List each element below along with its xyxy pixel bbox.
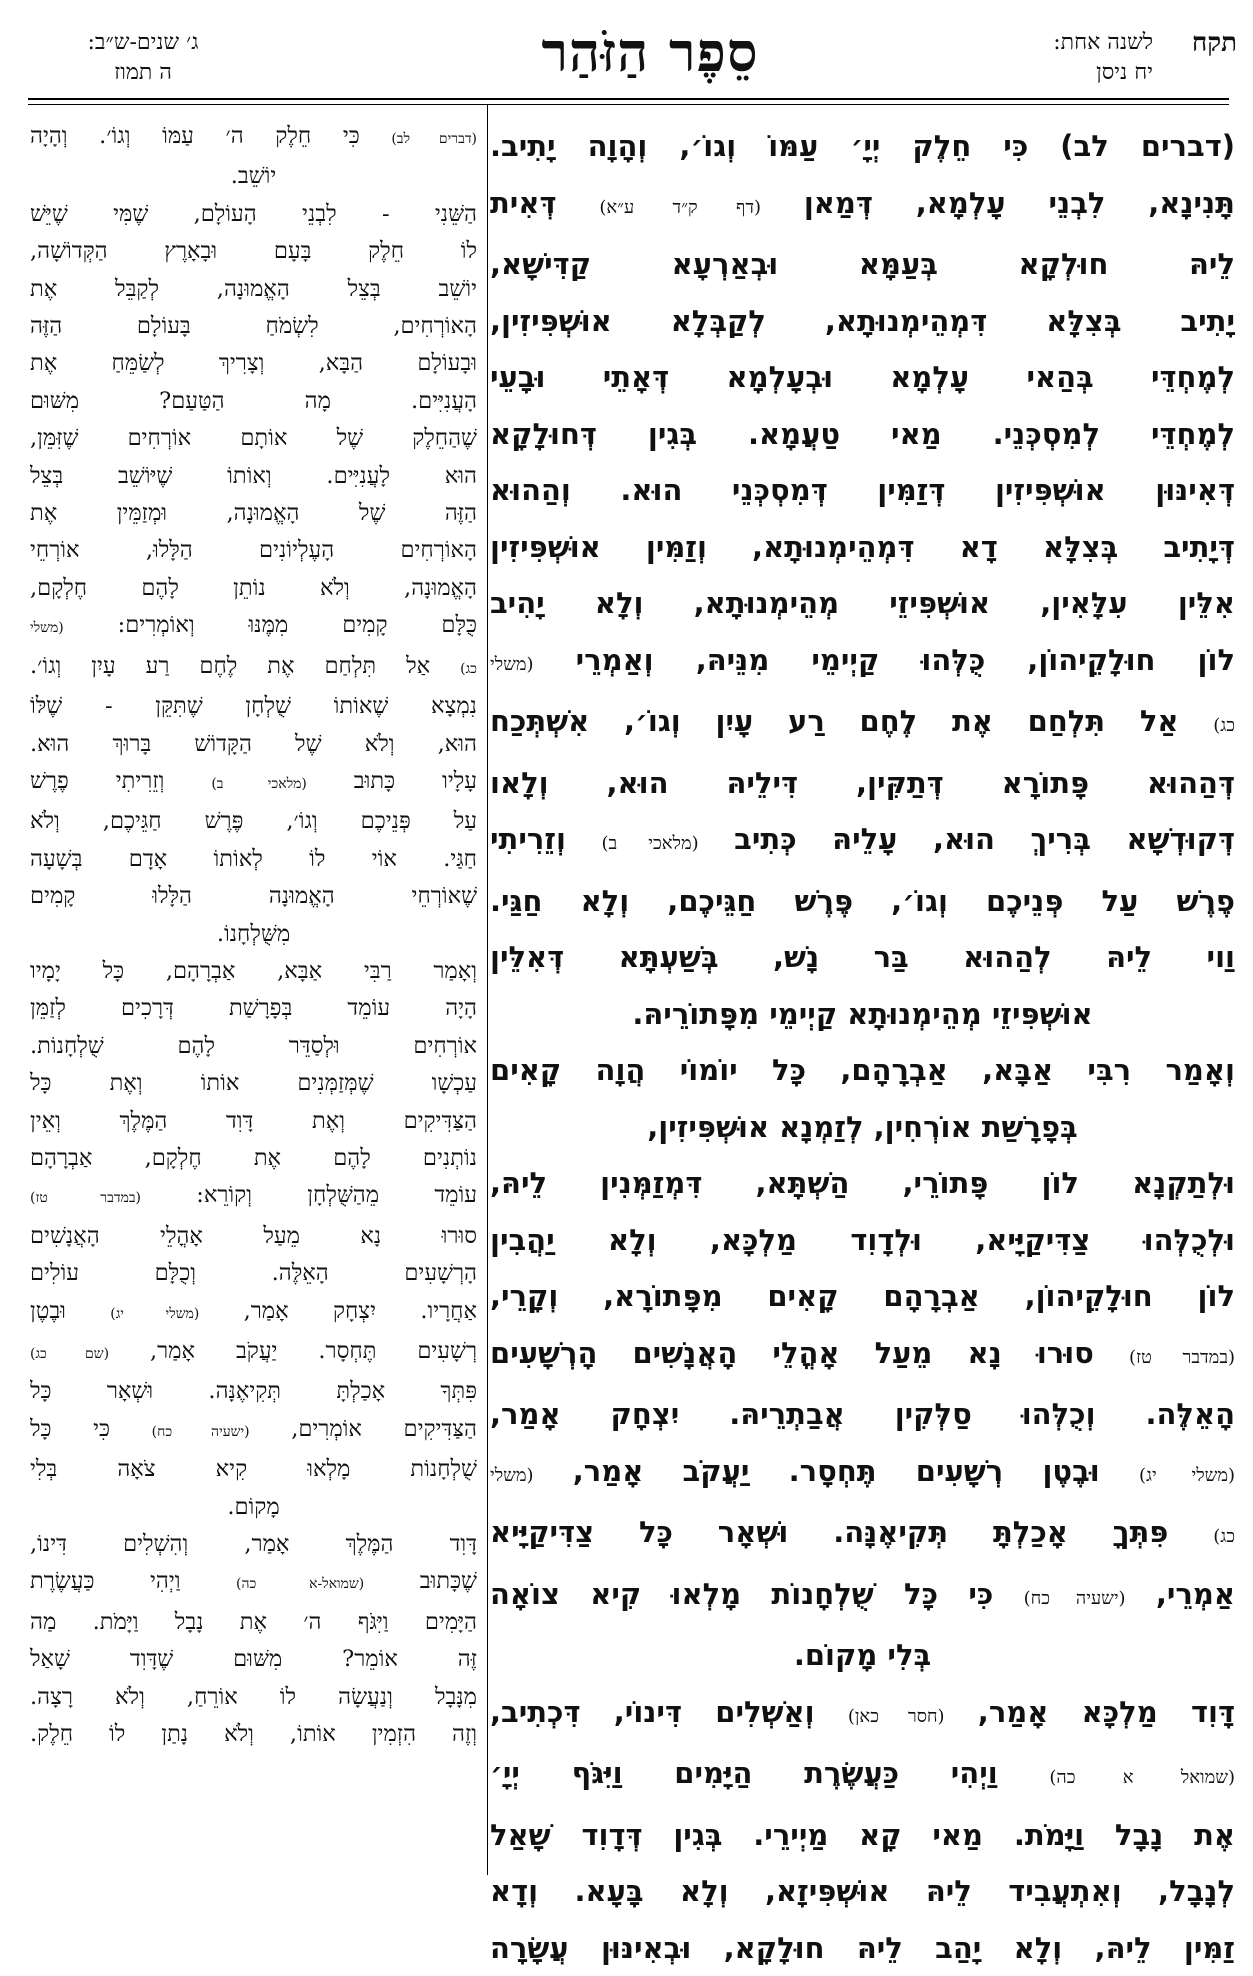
body-text: הַיָּמִים וַיִּגֹּף ה׳ אֶת נָבָל וַיָּמֹת. מַה bbox=[30, 1609, 477, 1635]
body-text: לְמֶחְדֵּי בְּהַאי עָלְמָא וּבְעָלְמָא דְּאָתֵי וּבָעֵי bbox=[490, 360, 1235, 394]
text-line bbox=[490, 236, 1235, 293]
source-reference: (במדבר טז) bbox=[1129, 1347, 1235, 1368]
text-line bbox=[30, 233, 477, 270]
text-line bbox=[30, 1451, 477, 1488]
text-line bbox=[30, 532, 477, 569]
text-line bbox=[490, 1627, 1235, 1684]
text-line bbox=[490, 1212, 1235, 1269]
body-text: אַחֲרָיו. יִצְחָק אָמַר, bbox=[199, 1298, 477, 1324]
body-text: דְּאִינּוּן אוּשְׁפִּיזִין דְּזַמִּין דְּמִסְכְּנֵי הוּא. וְהַהוּא bbox=[490, 473, 1235, 507]
body-text: דָּוִד מַלְכָּא אָמַר, bbox=[945, 1695, 1235, 1729]
source-reference: (משלי bbox=[30, 620, 64, 636]
quoted-text: וְאַשְׁלִים דִּינוֹי, דִּכְתִיב, bbox=[490, 1695, 848, 1729]
body-text: אוּשְׁפִּיזֵי מְהֵימְנוּתָא קַיְימֵי מִפָּתוֹרֵיהּ. bbox=[632, 997, 1092, 1031]
body-text: הָיָה עוֹמֵד בְּפָרָשַׁת דְּרָכִים לְזַמֵּן bbox=[30, 995, 477, 1021]
body-text: וּלְתַקְנָא לוֹן פָּתוֹרֵי, הַשְׁתָּא, דִּמְזַמְּנִין לֵיהּ, bbox=[490, 1166, 1235, 1200]
text-line bbox=[30, 495, 477, 532]
text-line bbox=[30, 345, 477, 382]
body-text: שֶׁכָּתוּב bbox=[364, 1568, 477, 1594]
body-text: וְאָמַר רַבִּי אַבָּא, אַבְרָהָם, כָּל יָמָיו bbox=[30, 958, 477, 984]
text-line bbox=[490, 1155, 1235, 1212]
text-line bbox=[490, 1920, 1235, 1976]
source-reference: (דף ק״ד ע״א) bbox=[599, 197, 761, 218]
body-text: זֶּה אוֹמֵר? מִשּׁוּם שֶׁדָּוִד שָׁאַל bbox=[30, 1646, 477, 1672]
text-line bbox=[30, 1028, 477, 1065]
text-line bbox=[30, 763, 477, 803]
body-text: דְּהַהוּא פָּתוֹרָא דְּתַקִּין, דִּילֵיהּ הוּא, וְלָאו bbox=[490, 766, 1235, 800]
body-text: לוֹן חוּלָקֵיהוֹן, כֻּלְּהוּ קַיְימֵי מִנֵּיהּ, וְאַמְרֵי bbox=[534, 643, 1235, 677]
text-line bbox=[30, 1333, 477, 1373]
text-line bbox=[490, 1504, 1235, 1566]
text-line bbox=[30, 1489, 477, 1526]
body-text: נוֹתְנִים לָהֶם אֶת חֶלְקָם, אַבְרָהָם bbox=[30, 1145, 477, 1171]
text-line bbox=[490, 1745, 1235, 1807]
text-line bbox=[30, 271, 477, 308]
text-line bbox=[30, 1526, 477, 1563]
text-line bbox=[490, 118, 1235, 175]
text-line bbox=[30, 158, 477, 195]
text-line bbox=[30, 648, 477, 688]
text-line bbox=[490, 1099, 1235, 1156]
body-text: הַשֵּׁנִי - לִבְנֵי הָעוֹלָם, שֶׁמִּי שֶׁיֵּשׁ bbox=[30, 201, 477, 227]
body-text: עַכְשָׁו שֶׁמְּזַמְּנִים אוֹתוֹ וְאֶת כָּל bbox=[30, 1070, 477, 1096]
text-line bbox=[490, 406, 1235, 463]
body-text: זַמִּין לֵיהּ, וְלָא יָהַב לֵיהּ חוּלָקָא, וּבְאִינּוּן עֲשָׂרָה bbox=[490, 1931, 1235, 1965]
body-text: נִמְצָא שֶׁאוֹתוֹ שֻׁלְחָן שֶׁתִּקֵּן - שֶׁלּוֹ bbox=[30, 693, 477, 719]
text-line bbox=[30, 570, 477, 607]
body-text: רְשָׁעִים תֶּחְסָר. יַעֲקֹב אָמַר, bbox=[109, 1338, 477, 1364]
body-text: יָתִיב בְּצִלָּא דִּמְהֵימְנוּתָא, לְקַבְּלָא אוּשְׁפִּיזִין, bbox=[490, 304, 1235, 338]
body-text: פֶרֶשׁ עַל פְּנֵיכֶם וְגוֹ׳, פֶּרֶשׁ חַגֵּיכֶם, וְלָא חַגַּי. bbox=[490, 884, 1235, 918]
body-text: וְזֶה הִזְמִין אוֹתוֹ, וְלֹא נָתַן לוֹ חֵלֶק. bbox=[30, 1721, 477, 1747]
body-text: (דברים לב) bbox=[1060, 129, 1235, 163]
body-text: הָאוֹרְחִים, לִשְׂמֹחַ בָּעוֹלָם הַזֶּה bbox=[30, 313, 477, 339]
body-text: עוֹמֵד מֵהַשֻּׁלְחָן וְקוֹרֵא: bbox=[141, 1182, 477, 1208]
text-line bbox=[490, 755, 1235, 812]
body-text: עַל פְּנֵיכֶם וְגוֹ׳, פֶּרֶשׁ חַגֵּיכֶם, וְלֹא bbox=[30, 808, 477, 834]
text-line bbox=[490, 575, 1235, 632]
text-line bbox=[30, 916, 477, 953]
text-line bbox=[490, 462, 1235, 519]
text-line bbox=[490, 519, 1235, 576]
text-line bbox=[30, 1218, 477, 1255]
source-reference: (חסר כאן) bbox=[848, 1706, 945, 1727]
body-text: שֶׁאוֹרְחֵי הָאֱמוּנָה הַלָּלוּ קָמִים bbox=[30, 883, 477, 909]
source-reference: (שם כג) bbox=[30, 1346, 109, 1362]
body-text: לְמֶחְדֵּי לְמִסְכְּנֵי. מַאי טַעֲמָא. בְּגִין דְּחוּלָקָא bbox=[490, 417, 1235, 451]
body-text: פִּתְּךָ אָכַלְתָּ תְּקִיאֶנָּה. וּשְׁאָר כָּל bbox=[30, 1378, 477, 1404]
body-text: לוֹן חוּלָקֵיהוֹן, אַבְרָהָם קָאִים מִפָּתוֹרָא, וְקָרֵי, bbox=[490, 1279, 1235, 1313]
text-line bbox=[30, 1293, 477, 1333]
body-text: לֵיהּ חוּלְקָא בְּעַמָּא וּבְאַרְעָא קַדִּישָׁא, bbox=[490, 247, 1235, 281]
text-line bbox=[490, 693, 1235, 755]
text-line bbox=[490, 873, 1235, 930]
source-reference: (שמואל-א כה) bbox=[236, 1576, 364, 1592]
body-text: תָּנִינָא, לִבְנֵי עָלְמָא, דְּמַאן bbox=[761, 186, 1235, 220]
text-line bbox=[30, 803, 477, 840]
page-number: תקח bbox=[1167, 28, 1237, 118]
body-text: מִנָּבָל וְנַעֲשָׂה לוֹ אוֹרֵחַ, וְלֹא רָצָה. bbox=[30, 1684, 477, 1710]
body-text: הַצַּדִּיקִים אוֹמְרִים, bbox=[250, 1416, 477, 1442]
source-reference: כג) bbox=[1213, 1526, 1235, 1547]
text-line bbox=[490, 811, 1235, 873]
body-text: וּלְכֻלְּהוּ צַדִּיקַיָּיא, וּלְדָוִד מַלְכָּא, וְלָא יַהֲבִין bbox=[490, 1223, 1235, 1257]
text-line bbox=[490, 1268, 1235, 1325]
source-reference: (מלאכי ב) bbox=[211, 776, 306, 792]
quoted-text: כִּי כָּל bbox=[30, 1416, 152, 1442]
body-text: הוּא לָעֲנִיִּים. וְאוֹתוֹ שֶׁיּוֹשֵׁב בְּצֵל bbox=[30, 463, 477, 489]
schedule-label: ג׳ שנים-ש״ב: bbox=[28, 28, 258, 58]
text-line bbox=[490, 1386, 1235, 1443]
body-text: לוֹ חֵלֶק בָּעָם וּבָאָרֶץ הַקְּדוֹשָׁה, bbox=[30, 238, 477, 264]
text-line bbox=[30, 990, 477, 1027]
body-text: הָאֱמוּנָה, וְלֹא נוֹתֵן לָהֶם חֶלְקָם, bbox=[30, 575, 477, 601]
body-text: מִשֻּׁלְחָנוֹ. bbox=[217, 921, 290, 947]
quoted-text: כִּי חֵלֶק ה׳ עַמּוֹ וְגוֹ׳. וְהָיָה bbox=[30, 123, 391, 149]
body-text: מָקוֹם. bbox=[227, 1494, 279, 1520]
text-line bbox=[30, 726, 477, 763]
text-line bbox=[30, 1255, 477, 1292]
text-line bbox=[30, 196, 477, 233]
text-line bbox=[30, 953, 477, 990]
body-text: דְּיָתִיב בְּצִלָּא דָא דִּמְהֵימְנוּתָא, וְזַמִּין אוּשְׁפִּיזִין bbox=[490, 530, 1235, 564]
quoted-text: פִּתְּךָ אָכַלְתָּ תְּקִיאֶנָּה. וּשְׁאָר כָּל צַדִּיקַיָּיא bbox=[490, 1515, 1213, 1549]
body-text: דְּקוּדְשָׁא בְּרִיךְ הוּא, עָלֵיהּ כְּתִיב bbox=[699, 822, 1235, 856]
quoted-text: וַיְהִי כַּעֲשֶׂרֶת הַיָּמִים וַיִּגֹּף יְיָ׳ bbox=[490, 1756, 1049, 1790]
text-line bbox=[30, 1373, 477, 1410]
quoted-text: אַל תִּלְחַם אֶת לֶחֶם רַע עָיִן וְגוֹ׳. bbox=[30, 653, 460, 679]
text-line bbox=[30, 1177, 477, 1217]
source-reference: (משלי יג) bbox=[1139, 1465, 1235, 1486]
quoted-text: וּבֶטֶן רְשָׁעִים תֶּחְסָר. יַעֲקֹב אָמַר, bbox=[534, 1454, 1139, 1488]
body-text: הַצַּדִּיקִים וְאֶת דָּוִד הַמֶּלֶךְ וְאֵין bbox=[30, 1108, 477, 1134]
quoted-text: סוּרוּ נָא מֵעַל אָהֳלֵי הָאֲנָשִׁים הָרְשָׁעִים bbox=[490, 1336, 1129, 1370]
source-reference: (משלי יג) bbox=[110, 1306, 199, 1322]
text-line bbox=[490, 293, 1235, 350]
header-rule-thin bbox=[28, 104, 1229, 105]
schedule-label: לשנה אחת: bbox=[953, 28, 1153, 58]
text-line bbox=[30, 1679, 477, 1716]
text-line bbox=[490, 632, 1235, 694]
text-line bbox=[30, 1140, 477, 1177]
hebrew-translation-column bbox=[30, 118, 477, 1753]
source-reference: (משלי bbox=[490, 654, 534, 675]
source-reference: (משלי bbox=[490, 1465, 534, 1486]
source-reference: (מלאכי ב) bbox=[601, 833, 698, 854]
text-line bbox=[30, 688, 477, 725]
body-text: שֶׁהַחֵלֶק שֶׁל אוֹתָם אוֹרְחִים שֶׁזִּמֵּן, bbox=[30, 425, 477, 451]
body-text: עָלָיו כָּתוּב bbox=[307, 768, 477, 794]
source-reference: כג) bbox=[1213, 715, 1235, 736]
body-text: וּבָעוֹלָם הַבָּא, וְצָרִיךְ לְשַׂמֵּחַ אֶת bbox=[30, 350, 477, 376]
text-line bbox=[490, 1325, 1235, 1387]
schedule-date: ה תמוז bbox=[28, 58, 258, 88]
quoted-text: וַיְהִי כַּעֲשֶׂרֶת bbox=[30, 1568, 236, 1594]
text-line bbox=[30, 1411, 477, 1451]
book-title: סֵפֶר הַזֹּהַר bbox=[410, 20, 890, 110]
text-line bbox=[30, 1103, 477, 1140]
text-line bbox=[490, 1807, 1235, 1864]
body-text: הוּא, וְלֹא שֶׁל הַקָּדוֹשׁ בָּרוּךְ הוּא. bbox=[30, 731, 477, 757]
text-line bbox=[490, 349, 1235, 406]
source-reference: (במדבר טז) bbox=[30, 1190, 141, 1206]
quoted-text: אַל תִּלְחַם אֶת לֶחֶם רַע עָיִן וְגוֹ׳, אִשְׁתְּכַח bbox=[490, 704, 1213, 738]
source-reference: (שמואל א כה) bbox=[1049, 1767, 1235, 1788]
body-text: הָרְשָׁעִים הָאֵלֶּה. וְכֻלָּם עוֹלִים bbox=[30, 1260, 477, 1286]
source-reference: (דברים לב) bbox=[391, 131, 477, 147]
text-line bbox=[490, 1684, 1235, 1746]
source-reference: (ישעיה כח) bbox=[152, 1424, 250, 1440]
text-line bbox=[30, 420, 477, 457]
text-line bbox=[30, 1604, 477, 1641]
text-line bbox=[30, 458, 477, 495]
text-line bbox=[490, 929, 1235, 986]
text-line bbox=[490, 986, 1235, 1043]
body-text: הָעֲנִיִּים. מָה הַטַּעַם? מִשּׁוּם bbox=[30, 388, 477, 414]
quoted-text: וְזֵרִיתִי bbox=[490, 822, 601, 856]
header-rule bbox=[28, 98, 1229, 100]
body-text: הָאֵלֶּה. וְכֻלְּהוּ סַלְּקִין אֲבַתְרֵיהּ. יִצְחָק אָמַר, bbox=[490, 1397, 1235, 1431]
text-line bbox=[30, 1563, 477, 1603]
body-text: הָאוֹרְחִים הָעֶלְיוֹנִים הַלָּלוּ, אוֹרְחֵי bbox=[30, 537, 477, 563]
aramaic-text-column bbox=[490, 118, 1235, 1976]
quoted-text: דְּאִית bbox=[490, 186, 599, 220]
body-text: אֶת נָבָל וַיָּמֹת. מַאי קָא מַיְירֵי. בְּגִין דְּדָוִד שָׁאַל bbox=[490, 1818, 1235, 1852]
body-text: יוֹשֵׁב בְּצֵל הָאֱמוּנָה, לְקַבֵּל אֶת bbox=[30, 276, 477, 302]
body-text: בְּפָרָשַׁת אוֹרְחִין, לְזַמְנָא אוּשְׁפִּיזִין, bbox=[647, 1110, 1077, 1144]
text-line bbox=[490, 1443, 1235, 1505]
source-reference: כג) bbox=[460, 661, 477, 677]
body-text: כֻּלָּם קָמִים מִמֶּנּוּ וְאוֹמְרִים: bbox=[64, 612, 477, 638]
body-text: לְנָבָל, וְאִתְעֲבִיד לֵיהּ אוּשְׁפִּיזָא, וְלָא בָּעָא. וְדָא bbox=[490, 1874, 1235, 1908]
text-line bbox=[30, 383, 477, 420]
body-text: אוֹרְחִים וּלְסַדֵּר לָהֶם שֻׁלְחָנוֹת. bbox=[30, 1033, 477, 1059]
schedule-date: יח ניסן bbox=[953, 58, 1153, 88]
text-line bbox=[490, 1042, 1235, 1099]
quoted-text: וּבֶטֶן bbox=[30, 1298, 110, 1324]
text-line bbox=[30, 607, 477, 647]
body-text: אַמְרֵי, bbox=[1126, 1577, 1235, 1611]
text-line bbox=[490, 175, 1235, 237]
text-line bbox=[30, 1065, 477, 1102]
column-divider bbox=[487, 105, 488, 1875]
text-line bbox=[30, 308, 477, 345]
quoted-text: כִּי חֵלֶק יְיָ׳ עַמּוֹ וְגוֹ׳, וְהָוָה יָתִיב. bbox=[490, 129, 1060, 163]
body-text: סוּרוּ נָא מֵעַל אָהֳלֵי הָאֲנָשִׁים bbox=[30, 1223, 477, 1249]
body-text: חַגַּי. אוֹי לוֹ לְאוֹתוֹ אָדָם בְּשָׁעָה bbox=[30, 846, 477, 872]
text-line bbox=[30, 1641, 477, 1678]
text-line bbox=[30, 1716, 477, 1753]
body-text: וְאָמַר רִבִּי אַבָּא, אַבְרָהָם, כָּל יוֹמוֹי הֲוָה קָאִים bbox=[490, 1053, 1235, 1087]
text-line bbox=[30, 118, 477, 158]
text-line bbox=[490, 1566, 1235, 1628]
text-line bbox=[30, 878, 477, 915]
text-line bbox=[490, 1863, 1235, 1920]
body-text: וַוי לֵיהּ לְהַהוּא בַּר נָשׁ, בְּשַׁעְתָּא דְּאִלֵּין bbox=[490, 940, 1235, 974]
quoted-text: כִּי כָּל שֻׁלְחָנוֹת מָלְאוּ קִיא צוֹאָה bbox=[490, 1577, 1024, 1611]
text-line bbox=[30, 841, 477, 878]
quoted-text: וְזֵרִיתִי פֶרֶשׁ bbox=[30, 768, 211, 794]
body-text: שֻׁלְחָנוֹת מָלְאוּ קִיא צֹאָה בְּלִי bbox=[30, 1456, 477, 1482]
body-text: הַזֶּה שֶׁל הָאֱמוּנָה, וּמְזַמֵּין אֶת bbox=[30, 500, 477, 526]
source-reference: (ישעיה כח) bbox=[1024, 1588, 1126, 1609]
body-text: אִלֵּין עִלָּאִין, אוּשְׁפִּיזֵי מְהֵימְנוּתָא, וְלָא יָהִיב bbox=[490, 586, 1235, 620]
body-text: דָּוִד הַמֶּלֶךְ אָמַר, וְהִשְׁלִים דִּינוֹ, bbox=[30, 1531, 477, 1557]
body-text: יוֹשֵׁב. bbox=[231, 163, 277, 189]
body-text: בְּלִי מָקוֹם. bbox=[794, 1638, 931, 1672]
